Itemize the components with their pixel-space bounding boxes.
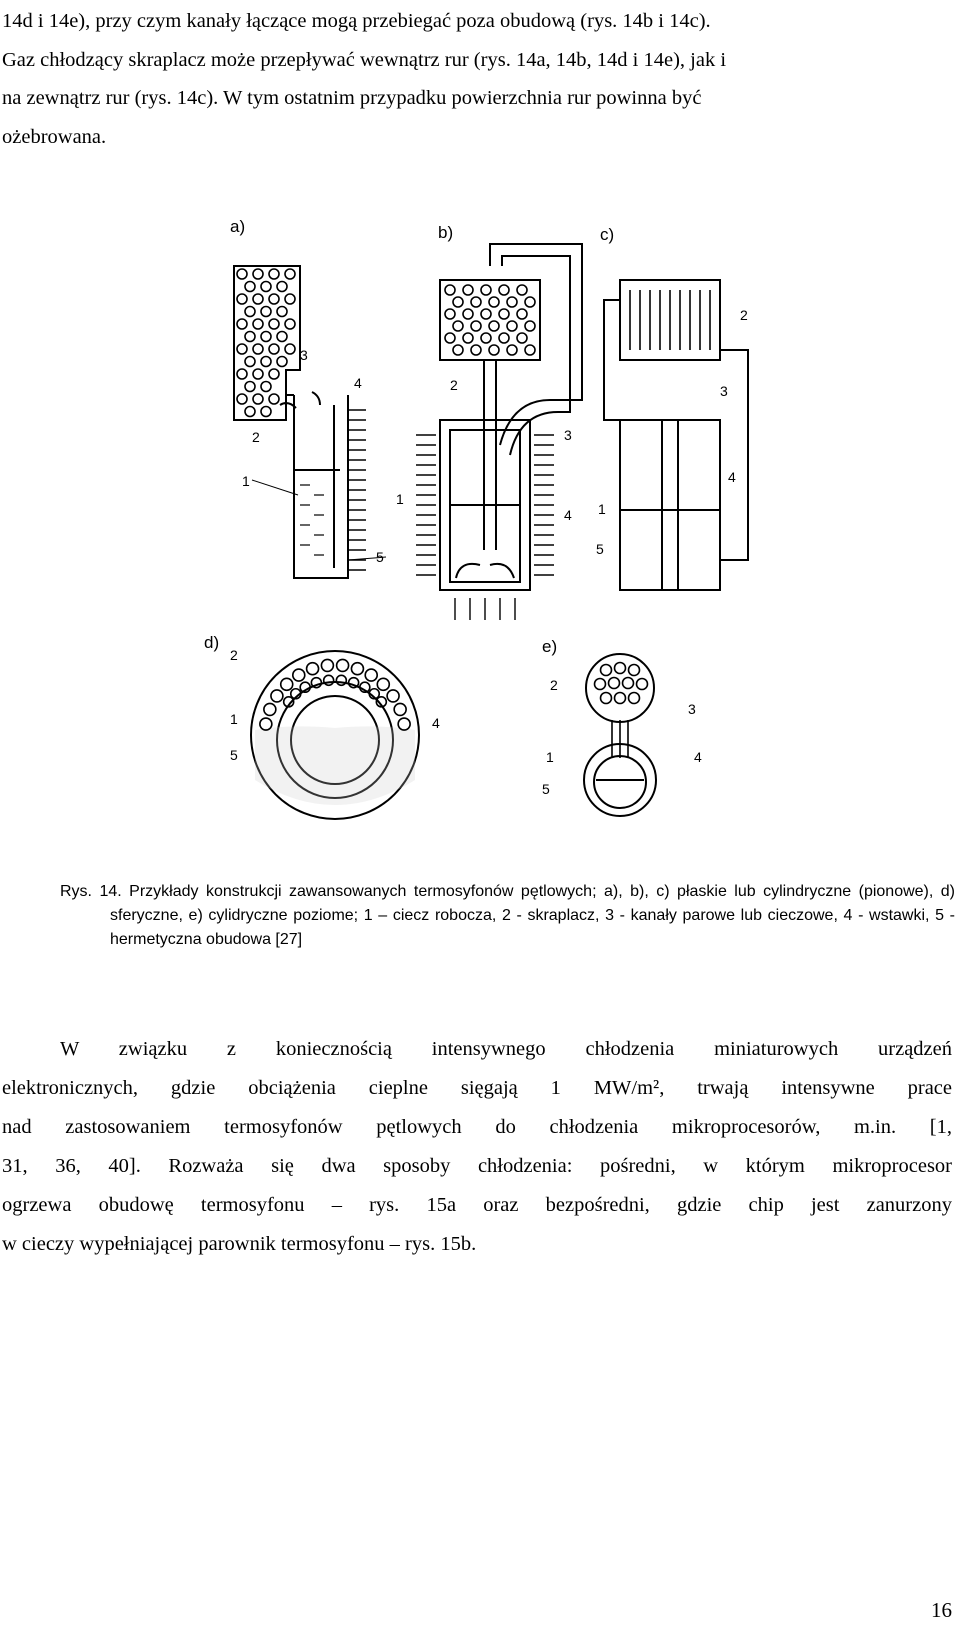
panel-d-diagram <box>230 647 440 819</box>
label-3: 3 <box>564 427 572 443</box>
panel-label-d: d) <box>204 633 220 652</box>
label-5: 5 <box>376 549 384 565</box>
intro-paragraph <box>2 2 952 156</box>
main-paragraph <box>2 1030 952 1264</box>
main-line: elektronicznych, gdzie obciążenia cieplne sięgają 1 MW/m², trwają intensywne prace <box>2 1077 952 1099</box>
main-line: ogrzewa obudowę termosyfonu – rys. 15a oraz bezpośredni, gdzie chip jest zanurzony <box>2 1194 952 1216</box>
panel-a-diagram <box>234 266 386 578</box>
panel-label-b: b) <box>438 223 454 242</box>
label-1: 1 <box>546 749 554 765</box>
label-1: 1 <box>396 491 404 507</box>
panel-c-diagram <box>596 280 748 590</box>
label-3: 3 <box>720 383 728 399</box>
label-4: 4 <box>432 715 440 731</box>
label-1: 1 <box>230 711 238 727</box>
label-1: 1 <box>242 473 250 489</box>
panel-e-diagram <box>542 654 702 816</box>
label-3: 3 <box>300 347 308 363</box>
label-3: 3 <box>688 701 696 717</box>
panel-b-diagram <box>396 244 582 620</box>
figure-caption <box>60 880 955 952</box>
label-2: 2 <box>550 677 558 693</box>
label-2: 2 <box>230 647 238 663</box>
label-5: 5 <box>230 747 238 763</box>
main-line: 31, 36, 40]. Rozważa się dwa sposoby chłodzenia: pośredni, w którym mikroprocesor <box>2 1155 952 1177</box>
panel-label-a: a) <box>230 220 246 236</box>
caption-text: Rys. 14. Przykłady konstrukcji zawansowanych termosyfonów pętlowych; a), b), c) płaskie lub cylindryczne (pionowe), d) sferyczne, e) cylidryczne poziome; 1 – ciecz robocza, 2 - skraplacz, 3 - kanały parowe lub cieczowe, 4 - wstawki, 5 - hermetyczna obudowa [27] <box>60 883 955 948</box>
label-2: 2 <box>252 429 260 445</box>
label-4: 4 <box>694 749 702 765</box>
label-1: 1 <box>598 501 606 517</box>
panel-label-e: e) <box>542 637 558 656</box>
label-5: 5 <box>596 541 604 557</box>
main-line: nad zastosowaniem termosyfonów pętlowych do chłodzenia mikroprocesorów, m.in. [1, <box>2 1116 952 1138</box>
intro-line: 14d i 14e), przy czym kanały łączące mogą przebiegać poza obudową (rys. 14b i 14c). <box>2 10 711 32</box>
intro-line: na zewnątrz rur (rys. 14c). W tym ostatnim przypadku powierzchnia rur powinna być <box>2 87 702 110</box>
label-2: 2 <box>740 307 748 323</box>
panel-label-c: c) <box>600 225 615 244</box>
label-4: 4 <box>354 375 362 391</box>
intro-line: Gaz chłodzący skraplacz może przepływać wewnątrz rur (rys. 14a, 14b, 14d i 14e), jak i <box>2 48 727 71</box>
main-line: w cieczy wypełniającej parownik termosyfonu – rys. 15b. <box>2 1233 477 1255</box>
page-number: 16 <box>931 1598 952 1622</box>
label-5: 5 <box>542 781 550 797</box>
label-4: 4 <box>728 469 736 485</box>
label-4: 4 <box>564 507 572 523</box>
label-2: 2 <box>450 377 458 393</box>
intro-line: ożebrowana. <box>2 125 107 148</box>
main-line: W związku z koniecznością intensywnego chłodzenia miniaturowych urządzeń <box>60 1038 952 1060</box>
figure-14-thermosyphon-diagrams <box>200 220 800 860</box>
